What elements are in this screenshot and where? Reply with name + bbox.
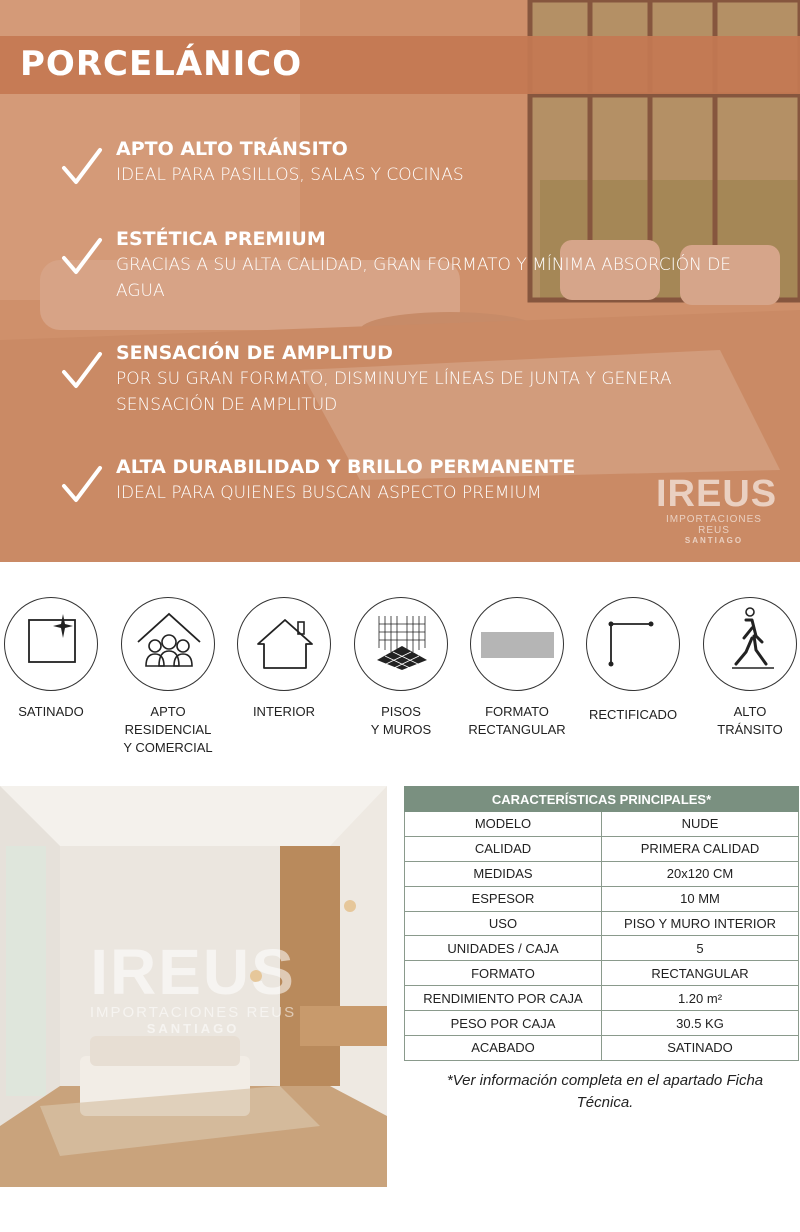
spec-key: ESPESOR	[405, 886, 602, 911]
house-icon	[237, 597, 331, 691]
watermark-brand: IREUS	[90, 936, 296, 1008]
table-row	[405, 836, 799, 861]
family-house-icon	[121, 597, 215, 691]
table-row	[405, 812, 799, 837]
spec-value: PISO Y MURO INTERIOR	[602, 911, 799, 936]
spec-table	[404, 786, 799, 1061]
spec-value: 5	[602, 936, 799, 961]
check-icon	[60, 462, 104, 506]
rectangle-tile-icon	[470, 597, 564, 691]
table-row	[405, 861, 799, 886]
icon-label-formato: FORMATO RECTANGULAR	[468, 704, 566, 737]
table-row	[405, 986, 799, 1011]
spec-value: 20x120 CM	[602, 861, 799, 886]
watermark-city: SANTIAGO	[146, 1021, 240, 1036]
spec-value: 1.20 m²	[602, 986, 799, 1011]
feature-description: POR SU GRAN FORMATO, DISMINUYE LÍNEAS DE JUNTA Y GENERA SENSACIÓN DE AMPLITUD	[116, 369, 672, 415]
icon-label-interior: INTERIOR	[252, 704, 316, 719]
table-row	[405, 1036, 799, 1061]
icon-label-rectificado: RECTIFICADO	[588, 707, 678, 722]
spec-key: RENDIMIENTO POR CAJA	[405, 986, 602, 1011]
watermark-sub: IMPORTACIONES REUS	[89, 1004, 297, 1021]
spec-key: CALIDAD	[405, 836, 602, 861]
table-row	[405, 886, 799, 911]
footnote: *Ver información completa en el apartado Ficha Técnica.	[446, 1072, 764, 1111]
icon-label-residencial: APTO RESIDENCIAL Y COMERCIAL	[123, 704, 213, 755]
spec-key: UNIDADES / CAJA	[405, 936, 602, 961]
brand-watermark	[656, 473, 778, 545]
satin-sparkle-icon	[4, 597, 98, 691]
spec-table-header: CARACTERÍSTICAS PRINCIPALES*	[405, 787, 799, 812]
spec-value: NUDE	[602, 812, 799, 837]
spec-key: MODELO	[405, 812, 602, 837]
feature-title: ALTA DURABILIDAD Y BRILLO PERMANENTE	[116, 456, 576, 478]
spec-key: MEDIDAS	[405, 861, 602, 886]
watermark-brand: IREUS	[656, 473, 778, 515]
watermark-city: SANTIAGO	[684, 536, 744, 545]
floor-wall-tiles-icon	[354, 597, 448, 691]
table-row	[405, 936, 799, 961]
table-row	[405, 961, 799, 986]
spec-key: ACABADO	[405, 1036, 602, 1061]
check-icon	[60, 144, 104, 188]
icon-label-satinado: SATINADO	[18, 704, 84, 719]
walking-person-icon	[703, 597, 797, 691]
brand-watermark	[88, 936, 298, 1036]
spec-key: FORMATO	[405, 961, 602, 986]
feature-description: GRACIAS A SU ALTA CALIDAD, GRAN FORMATO Y MÍNIMA ABSORCIÓN DE AGUA	[116, 255, 732, 301]
table-row	[405, 1011, 799, 1036]
table-row	[405, 911, 799, 936]
spec-key: PESO POR CAJA	[405, 1011, 602, 1036]
feature-description: IDEAL PARA QUIENES BUSCAN ASPECTO PREMIUM	[116, 483, 542, 503]
feature-title: SENSACIÓN DE AMPLITUD	[116, 342, 393, 364]
spec-value: 30.5 KG	[602, 1011, 799, 1036]
watermark-sub: IMPORTACIONES REUS	[666, 514, 762, 536]
feature-title: ESTÉTICA PREMIUM	[116, 228, 326, 250]
spec-value: 10 MM	[602, 886, 799, 911]
page-title: PORCELÁNICO	[20, 44, 303, 84]
check-icon	[60, 234, 104, 278]
rectified-edge-icon	[586, 597, 680, 691]
icon-label-alto-transito: ALTO TRÁNSITO	[717, 704, 783, 737]
icon-label-pisos-muros: PISOS Y MUROS	[370, 704, 432, 737]
spec-value: RECTANGULAR	[602, 961, 799, 986]
spec-value: SATINADO	[602, 1036, 799, 1061]
spec-key: USO	[405, 911, 602, 936]
check-icon	[60, 348, 104, 392]
feature-title: APTO ALTO TRÁNSITO	[116, 138, 348, 160]
spec-value: PRIMERA CALIDAD	[602, 836, 799, 861]
feature-description: IDEAL PARA PASILLOS, SALAS Y COCINAS	[116, 165, 464, 185]
